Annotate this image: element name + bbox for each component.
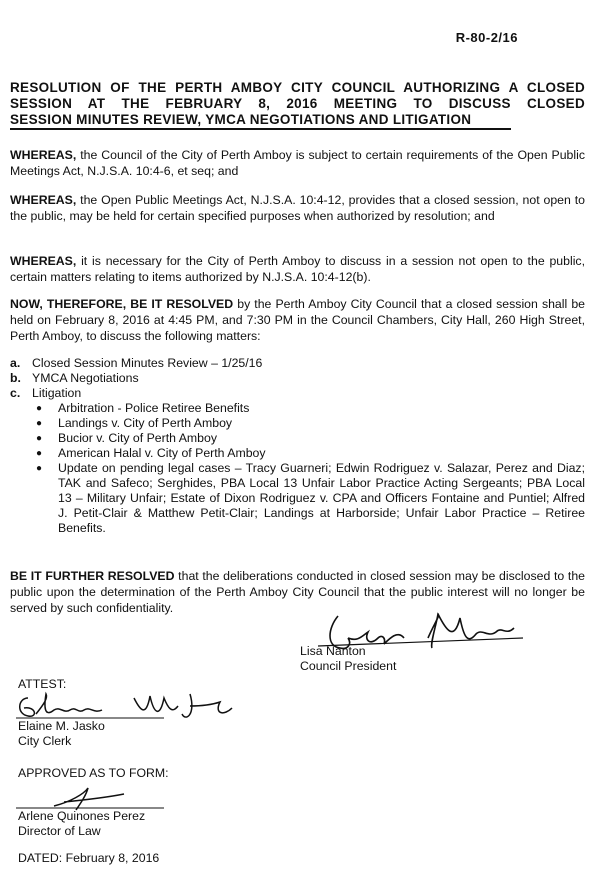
approved-label: APPROVED AS TO FORM: xyxy=(18,766,169,780)
dated-line: DATED: February 8, 2016 xyxy=(18,851,160,865)
bullet-icon: ● xyxy=(36,448,43,459)
bullet-icon: ● xyxy=(36,463,43,474)
matters-list xyxy=(10,356,585,536)
list-item xyxy=(34,401,585,416)
whereas-paragraph xyxy=(10,147,585,179)
title-underlined-line: SESSION MINUTES REVIEW, YMCA NEGOTIATIONS AND LITIGATION xyxy=(10,112,511,130)
list-item-text: Arbitration - Police Retiree Benefits xyxy=(58,401,250,415)
clerk-title: City Clerk xyxy=(18,734,72,748)
list-item xyxy=(10,356,585,371)
resolved-lead: NOW, THEREFORE, BE IT RESOLVED xyxy=(10,297,234,311)
list-item xyxy=(34,446,585,461)
whereas-text: the Open Public Meetings Act, N.J.S.A. 10:4-12, provides that a closed session, not open to the public, may be held for certain specified purposes when authorized by resolution; and xyxy=(10,193,585,223)
whereas-paragraph xyxy=(10,192,585,224)
bullet-icon: ● xyxy=(36,403,43,414)
list-item-text: YMCA Negotiations xyxy=(32,371,139,385)
whereas-lead: WHEREAS, xyxy=(10,148,77,162)
clerk-block xyxy=(18,719,105,749)
whereas-paragraph xyxy=(10,253,585,285)
further-lead: BE IT FURTHER RESOLVED xyxy=(10,569,175,583)
bullet-icon: ● xyxy=(36,433,43,444)
president-name: Lisa Nanton xyxy=(300,644,366,658)
list-item xyxy=(34,461,585,536)
director-name: Arlene Quinones Perez xyxy=(18,809,146,823)
list-item-text: Closed Session Minutes Review – 1/25/16 xyxy=(32,356,263,370)
list-item xyxy=(34,431,585,446)
list-marker: b. xyxy=(10,371,21,385)
list-item-text: Bucior v. City of Perth Amboy xyxy=(58,431,218,445)
director-title: Director of Law xyxy=(18,824,101,838)
director-block xyxy=(18,809,145,839)
list-marker: a. xyxy=(10,356,21,370)
attest-label: ATTEST: xyxy=(18,677,67,691)
title-text: RESOLUTION OF THE PERTH AMBOY CITY COUNCIL AUTHORIZING A CLOSED SESSION AT THE FEBRUARY 8, 2016 MEETING TO DISCUSS CLOSED xyxy=(10,80,585,111)
president-block xyxy=(300,644,396,674)
list-item-text: Litigation xyxy=(32,386,82,400)
resolution-number: R-80-2/16 xyxy=(455,30,518,45)
clerk-name: Elaine M. Jasko xyxy=(18,719,105,733)
whereas-text: the Council of the City of Perth Amboy is subject to certain requirements of the Open Public Meetings Act, N.J.S.A. 10:4-6, et seq; and xyxy=(10,148,585,178)
list-marker: c. xyxy=(10,386,21,400)
list-item xyxy=(34,416,585,431)
list-item-text: American Halal v. City of Perth Amboy xyxy=(58,446,266,460)
list-item xyxy=(10,386,585,401)
list-item-text: Update on pending legal cases – Tracy Guarneri; Edwin Rodriguez v. Salazar, Perez and Diaz; TAK and Safeco; Serghides, PBA Local 13 Unfair Labor Practice Acting Sergeants; PBA Local 13 – Military Unfair; Estate of Dixon Rodriguez v. CPA and Officers Fontaine and Puntiel; Alfred J. Petit-Clair & Matthew Petit-Clair; Landings at Harborside; Unfair Labor Practice – Retiree Benefits. xyxy=(58,461,585,535)
whereas-text: it is necessary for the City of Perth Amboy to discuss in a session not open to the public, certain matters relating to items authorized by N.J.S.A. 10:4-12(b). xyxy=(10,254,585,284)
litigation-sublist xyxy=(34,401,585,536)
resolved-text: by the Perth Amboy City Council that a closed session shall be held on February 8, 2016 at 4:45 PM, and 7:30 PM in the Council Chambers, City Hall, 260 High Street, Perth Amboy, to discuss the following matters: xyxy=(10,297,585,343)
list-item-text: Landings v. City of Perth Amboy xyxy=(58,416,233,430)
resolved-paragraph xyxy=(10,296,585,344)
further-text: that the deliberations conducted in closed session may be disclosed to the public upon the determination of the Perth Amboy City Council that the public interest will no longer be served by such confidentiality. xyxy=(10,569,585,615)
whereas-lead: WHEREAS, xyxy=(10,193,77,207)
whereas-lead: WHEREAS, xyxy=(10,254,77,268)
president-title: Council President xyxy=(300,659,397,673)
bullet-icon: ● xyxy=(36,418,43,429)
list-item xyxy=(10,371,585,386)
resolution-title xyxy=(10,80,585,130)
